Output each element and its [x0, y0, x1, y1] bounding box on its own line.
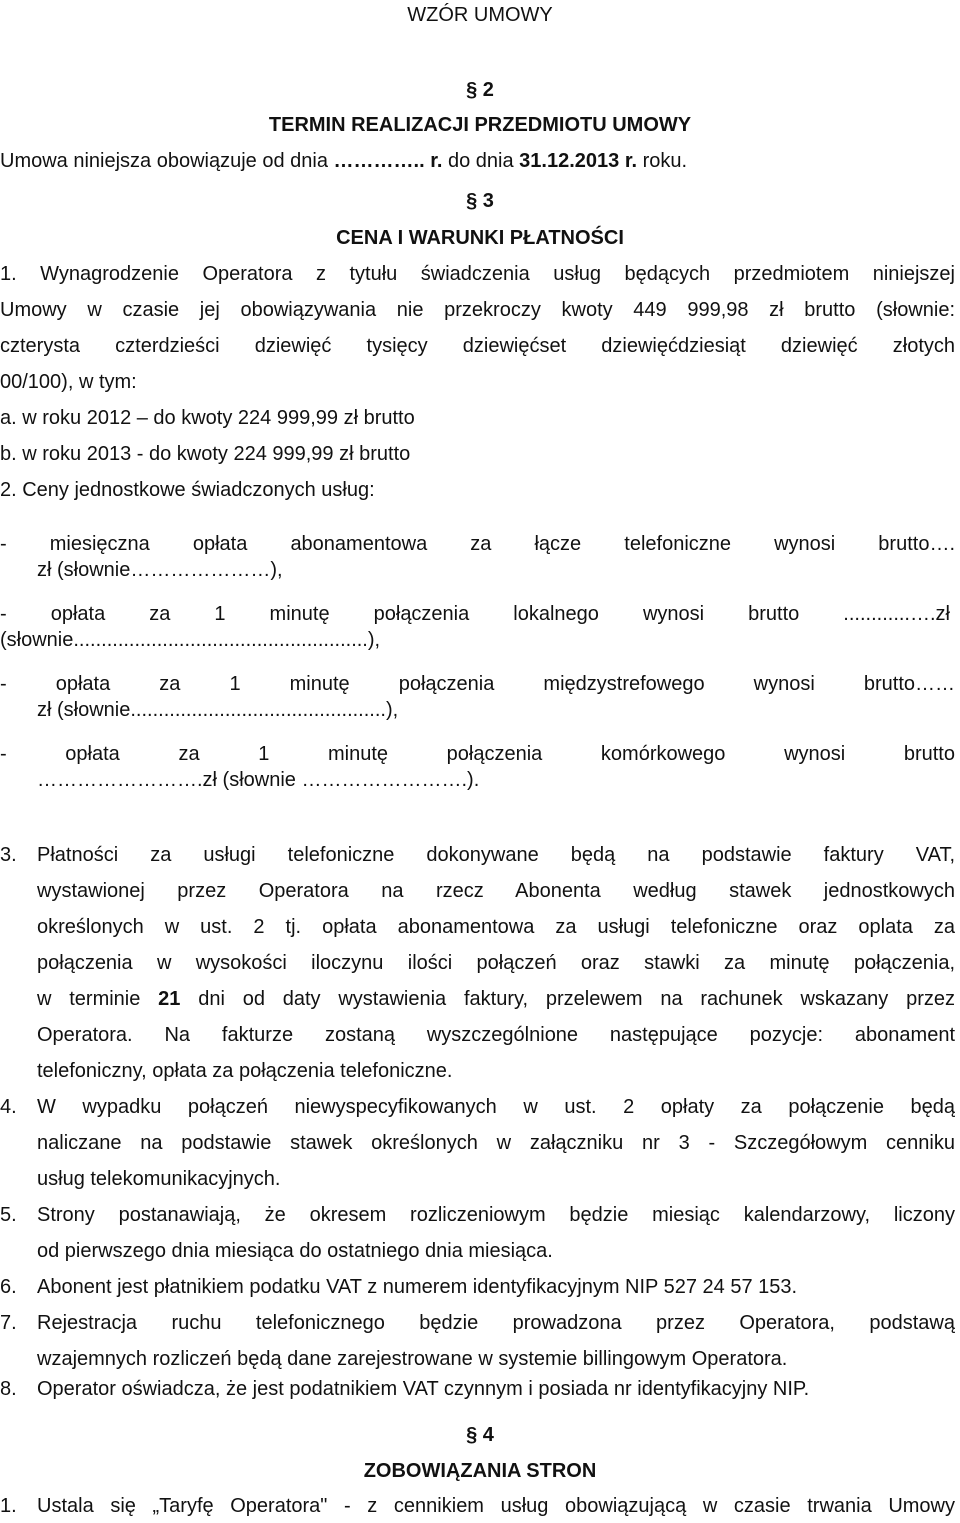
section-4-number: § 4: [466, 1424, 494, 1446]
dash-item-1-line1: - miesięczna opłata abonamentowa za łącze telefoniczne wynosi brutto….: [0, 533, 955, 555]
point-8-number: 8.: [0, 1378, 17, 1400]
point-7-line2: wzajemnych rozliczeń będą dane zarejestrowane w systemie billingowym Operatora.: [37, 1348, 788, 1370]
section-3-p1-line3: czterysta czterdzieści dziewięć tysięcy dziewięćset dziewięćdziesiąt dziewięć złotych: [0, 335, 955, 357]
point-3-line2: wystawionej przez Operatora na rzecz Abonenta według stawek jednostkowych: [37, 880, 955, 902]
point-4-line3: usług telekomunikacyjnych.: [37, 1168, 281, 1190]
point-3-line4: połączenia w wysokości iloczynu ilości połączeń oraz stawki za minutę połączenia,: [37, 952, 955, 974]
document-header: WZÓR UMOWY: [407, 4, 553, 26]
item-b: b. w roku 2013 - do kwoty 224 999,99 zł brutto: [0, 443, 411, 465]
section-4-p1-number: 1.: [0, 1495, 17, 1517]
point-5-number: 5.: [0, 1204, 17, 1226]
validity-end-date: 31.12.2013 r.: [519, 150, 638, 172]
point-4-line1: W wypadku połączeń niewyspecyfikowanych w ust. 2 opłaty za połączenie będą: [37, 1096, 955, 1118]
section-3-p1-line2: Umowy w czasie jej obowiązywania nie przekroczy kwoty 449 999,98 zł brutto (słownie:: [0, 299, 955, 321]
point-4-number: 4.: [0, 1096, 17, 1118]
point-3-line5: [37, 987, 955, 1011]
section-3-p1-line1: 1. Wynagrodzenie Operatora z tytułu świadczenia usług będących przedmiotem niniejszej: [0, 263, 955, 285]
point-3-line7: telefoniczny, opłata za połączenia telefoniczne.: [37, 1060, 453, 1082]
section-3-number: § 3: [466, 190, 494, 212]
point-3-line5-start: w terminie: [37, 988, 159, 1010]
point-6-line1: Abonent jest płatnikiem podatku VAT z numerem identyfikacyjnym NIP 527 24 57 153.: [37, 1276, 798, 1298]
section-2-text: [0, 149, 687, 173]
point-3-number: 3.: [0, 844, 17, 866]
dash-item-4-line1: - opłata za 1 minutę połączenia komórkowego wynosi brutto: [0, 743, 955, 765]
dash-item-4-line2: …………………….zł (słownie …………………….).: [37, 769, 480, 791]
section-3-p2: 2. Ceny jednostkowe świadczonych usług:: [0, 479, 375, 501]
section-4-p1-line1: Ustala się „Taryfę Operatora" - z cennikiem usług obowiązującą w czasie trwania Umowy: [37, 1495, 955, 1517]
point-7-line1: Rejestracja ruchu telefonicznego będzie prowadzona przez Operatora, podstawą: [37, 1312, 955, 1334]
point-8-line1: Operator oświadcza, że jest podatnikiem VAT czynnym i posiada nr identyfikacyjny NIP.: [37, 1378, 810, 1400]
validity-text-mid: do dnia: [442, 150, 520, 172]
section-2-title: TERMIN REALIZACJI PRZEDMIOTU UMOWY: [268, 114, 692, 136]
section-3-p1-line4: 00/100), w tym:: [0, 371, 137, 393]
validity-text-end: roku.: [637, 150, 688, 172]
section-4-title: ZOBOWIĄZANIA STRON: [363, 1460, 597, 1482]
point-5-line2: od pierwszego dnia miesiąca do ostatniego dnia miesiąca.: [37, 1240, 553, 1262]
point-3-line3: określonych w ust. 2 tj. opłata abonamentowa za usługi telefoniczne oraz oplata za: [37, 916, 955, 938]
validity-text-start: Umowa niniejsza obowiązuje od dnia: [0, 150, 334, 172]
point-3-line5-end: dni od daty wystawienia faktury, przelewem na rachunek wskazany przez: [180, 988, 955, 1010]
dash-item-2-line1: - opłata za 1 minutę połączenia lokalnego wynosi brutto ............….zł: [0, 603, 950, 625]
payment-days: 21: [158, 988, 181, 1010]
item-a: a. w roku 2012 – do kwoty 224 999,99 zł brutto: [0, 407, 415, 429]
dash-item-3-line2: zł (słownie..............................................),: [37, 699, 399, 721]
section-2-number: § 2: [466, 79, 494, 101]
section-3-title: CENA I WARUNKI PŁATNOŚCI: [336, 227, 624, 249]
dash-item-2-line2: (słownie.....................................................),: [0, 629, 381, 651]
validity-start-date: ………….. r.: [333, 150, 443, 172]
point-5-line1: Strony postanawiają, że okresem rozliczeniowym będzie miesiąc kalendarzowy, liczony: [37, 1204, 955, 1226]
point-3-line1: Płatności za usługi telefoniczne dokonywane będą na podstawie faktury VAT,: [37, 844, 955, 866]
dash-item-3-line1: - opłata za 1 minutę połączenia międzystrefowego wynosi brutto……: [0, 673, 955, 695]
point-6-number: 6.: [0, 1276, 17, 1298]
dash-item-1-line2: zł (słownie…………………),: [37, 559, 283, 581]
point-4-line2: naliczane na podstawie stawek określonych w załączniku nr 3 - Szczegółowym cenniku: [37, 1132, 955, 1154]
point-7-number: 7.: [0, 1312, 17, 1334]
point-3-line6: Operatora. Na fakturze zostaną wyszczególnione następujące pozycje: abonament: [37, 1024, 955, 1046]
